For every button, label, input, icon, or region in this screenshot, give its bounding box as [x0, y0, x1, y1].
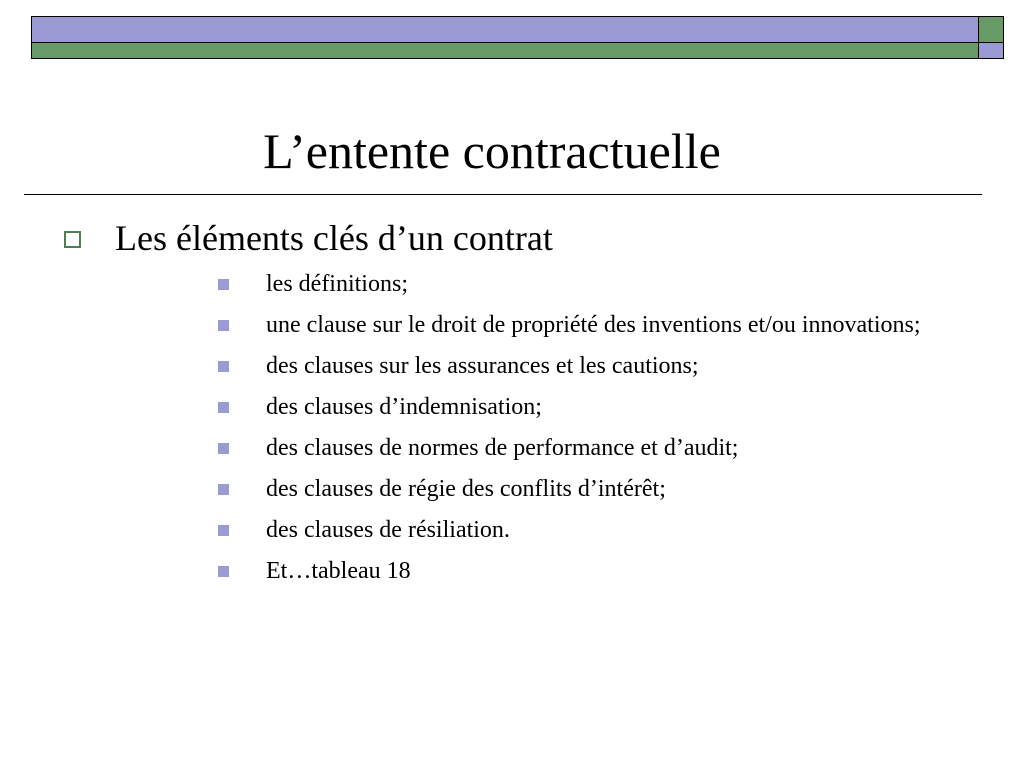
- list-item-text: Et…tableau 18: [266, 558, 411, 584]
- header-bar-top: [31, 16, 979, 43]
- list-item: [218, 432, 958, 464]
- header-box-top: [978, 16, 1004, 43]
- list-item: [218, 391, 958, 423]
- header-bar-bottom: [31, 42, 979, 59]
- list-item-text: des clauses sur les assurances et les cautions;: [266, 353, 699, 379]
- main-bullet-text: Les éléments clés d’un contrat: [115, 218, 553, 258]
- square-bullet-icon: [218, 525, 229, 536]
- list-item-text: les définitions;: [266, 271, 408, 297]
- list-item: [218, 268, 958, 300]
- main-bullet-point: [64, 214, 553, 262]
- list-item-text: des clauses de normes de performance et d’audit;: [266, 435, 739, 461]
- list-item-text: des clauses de résiliation.: [266, 517, 510, 543]
- title-divider: [24, 194, 982, 195]
- list-item: [218, 309, 958, 341]
- square-bullet-icon: [218, 320, 229, 331]
- list-item: [218, 350, 958, 382]
- list-item: [218, 514, 958, 546]
- square-bullet-icon: [218, 279, 229, 290]
- square-bullet-icon: [218, 402, 229, 413]
- hollow-square-icon: [64, 231, 81, 248]
- square-bullet-icon: [218, 361, 229, 372]
- square-bullet-icon: [218, 484, 229, 495]
- list-item: [218, 473, 958, 505]
- square-bullet-icon: [218, 566, 229, 577]
- sub-bullet-list: [218, 268, 958, 596]
- square-bullet-icon: [218, 443, 229, 454]
- list-item-text: des clauses de régie des conflits d’intérêt;: [266, 476, 666, 502]
- header-box-bottom: [978, 42, 1004, 59]
- list-item-text: une clause sur le droit de propriété des inventions et/ou innovations;: [266, 312, 921, 338]
- list-item: [218, 555, 958, 587]
- list-item-text: des clauses d’indemnisation;: [266, 394, 542, 420]
- slide-title: L’entente contractuelle: [263, 123, 721, 179]
